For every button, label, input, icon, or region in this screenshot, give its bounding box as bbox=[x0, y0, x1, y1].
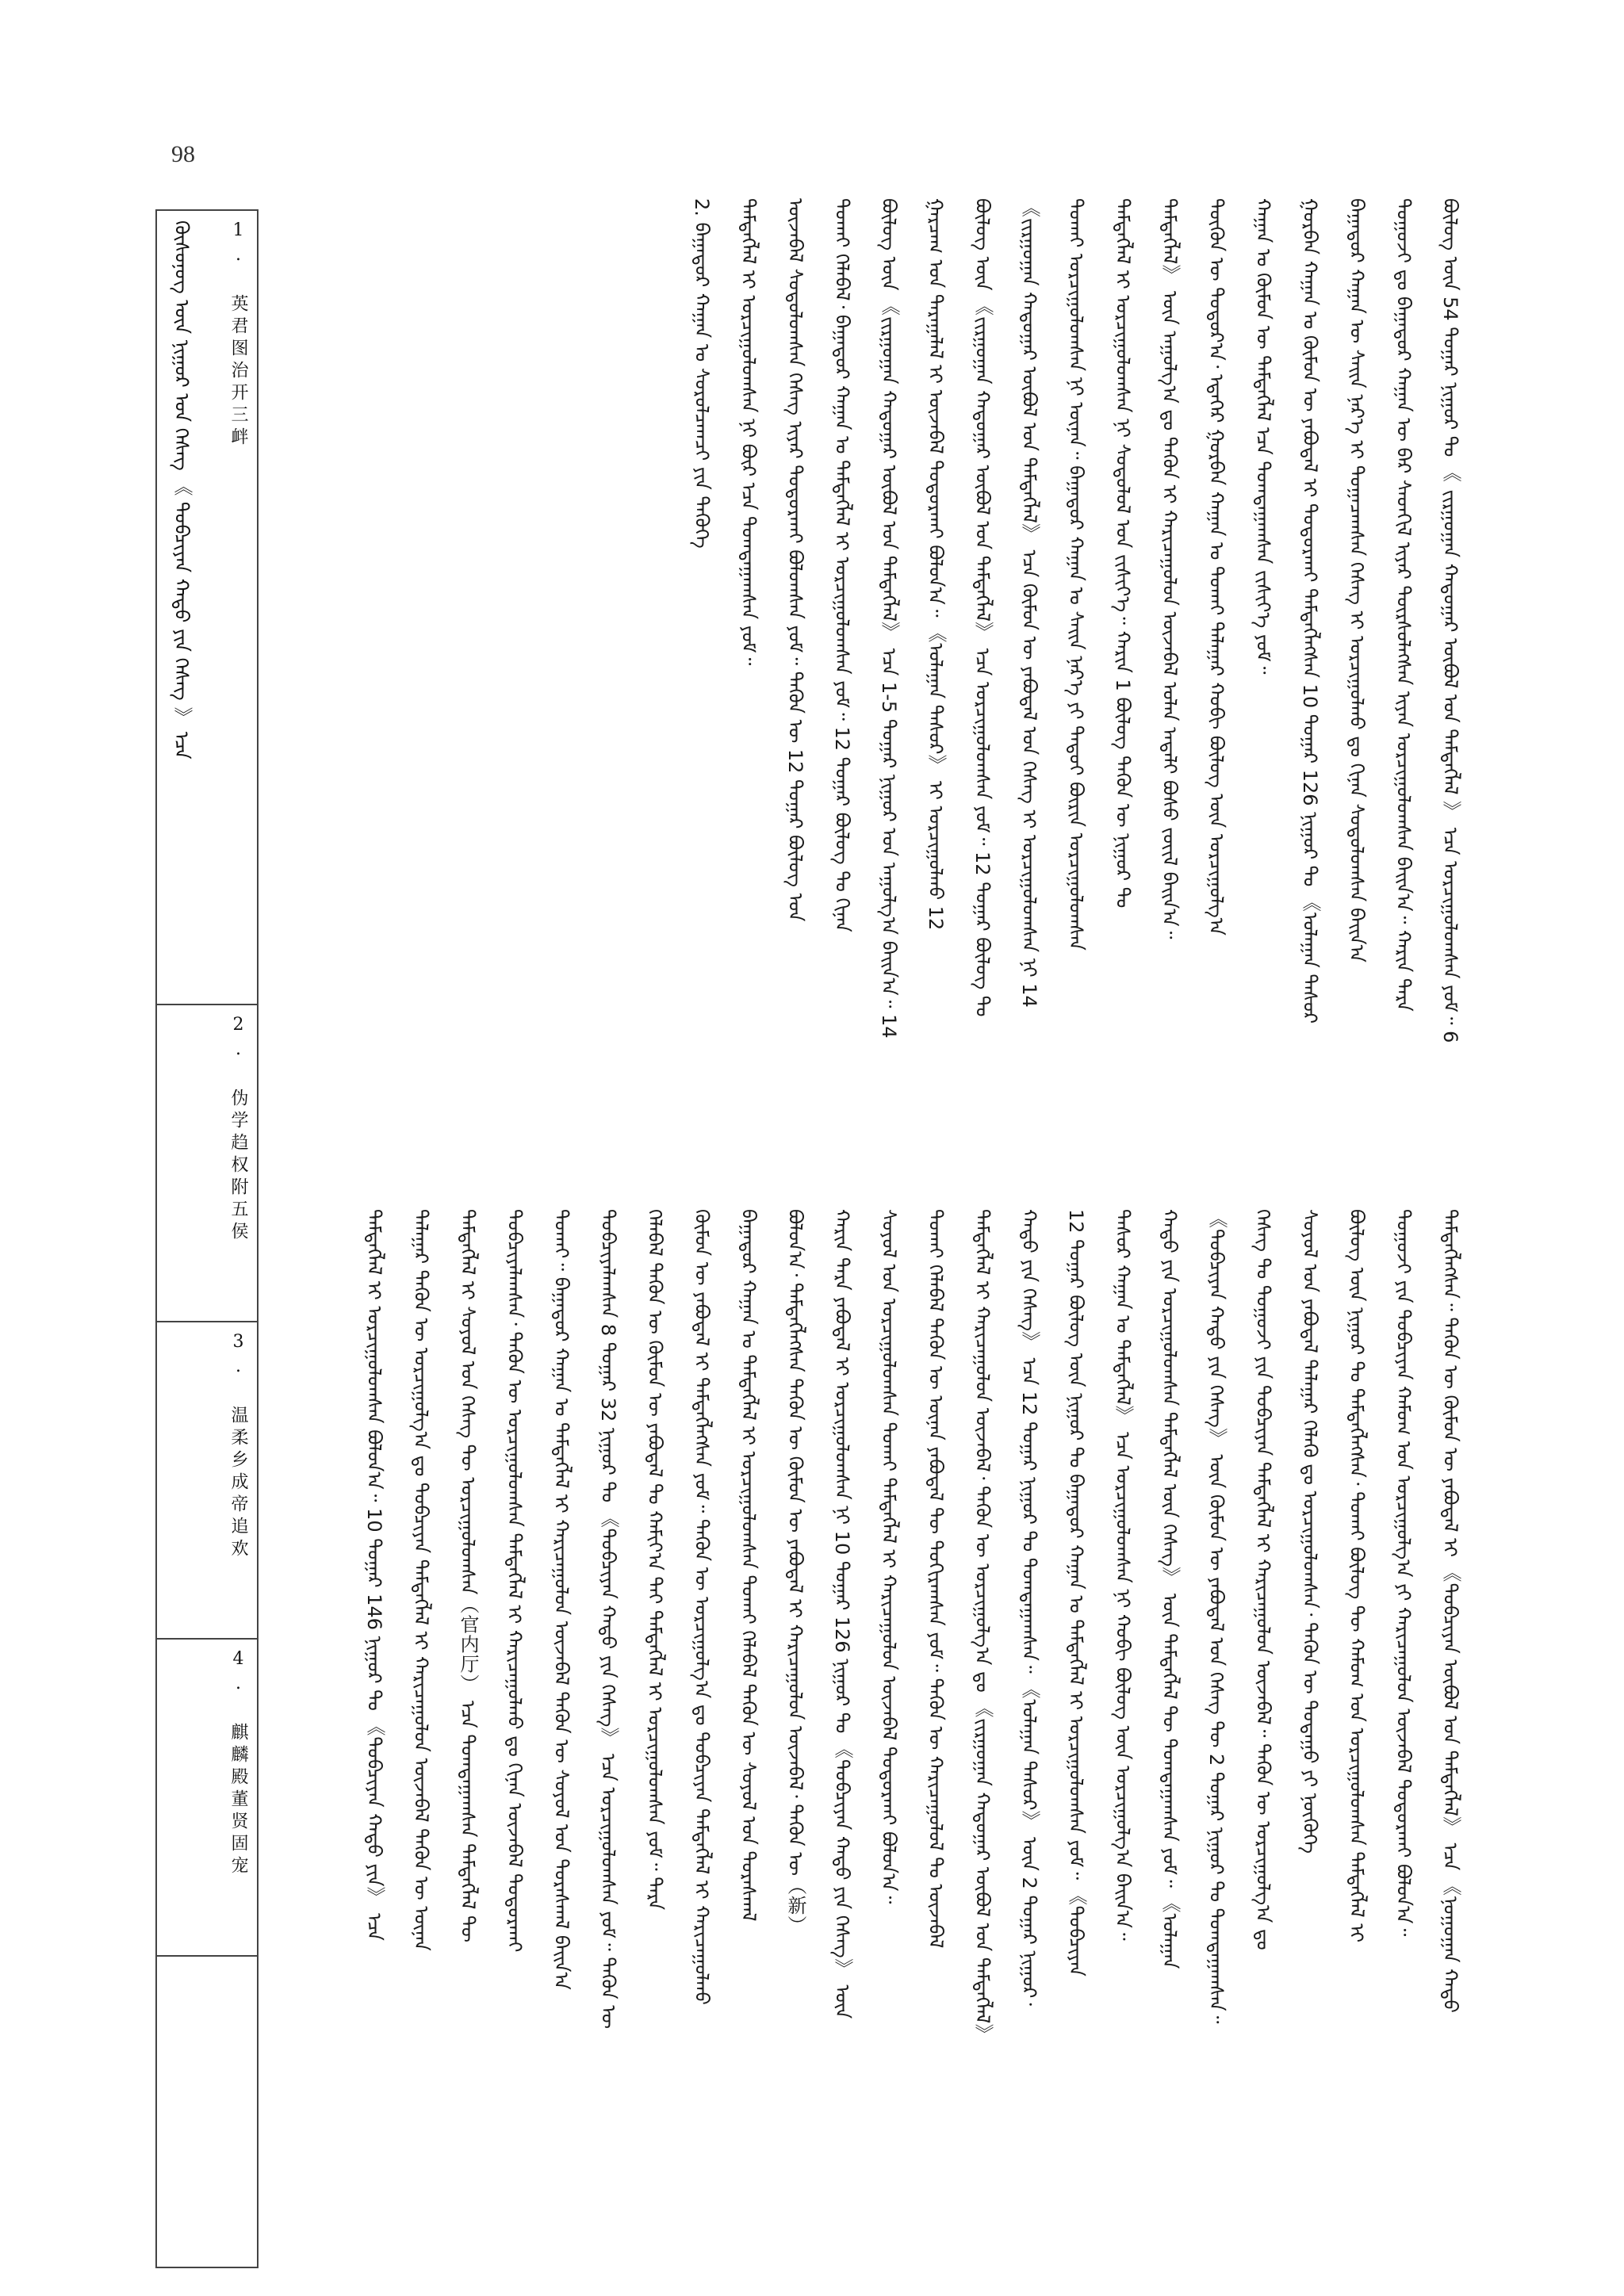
body-text bbox=[282, 198, 1471, 2244]
text-column: ᠲᠤᠬᠠᠢ ᠬᠡᠯᠡᠪᠡᠯ᠂ ᠪᠠᠭᠠᠳᠤᠷ ᠬᠠᠭᠠᠨ ᠤ ᠲᠡᠮᠳᠡᠭᠯᠡᠯ ᠢ ᠣᠷᠴᠢᠭᠤᠯᠤᠭᠰᠠᠨ ᠶᠤᠮ᠃ 12 ᠳᠤᠭᠠᠷ ᠪᠦᠯᠦᠭ ᠲᠤ ᠬᠢᠨᠠᠨ bbox=[831, 198, 853, 932]
table-row bbox=[157, 1957, 257, 2267]
chapter-label-1: 1. 英君图治开三衅 bbox=[228, 220, 248, 450]
text-column: ᠲᠡᠮᠳᠡᠭᠯᠡᠯ ᠢ ᠣᠷᠴᠢᠭᠤᠯᠤᠭᠰᠠᠨ ᠨᠢ ᠪᠦᠷ ᠡᠴᠡ ᠲᠣᠭᠲᠠᠭᠠᠭᠰᠠᠨ ᠶᠤᠮ᠃ bbox=[737, 198, 760, 666]
text-column: ᠪᠦᠯᠦᠭ ᠦᠨ 《ᠵᠢᠷᠭᠤᠭᠠᠨ ᠬᠠᠳᠤᠭᠠᠷ ᠦᠪᠦᠯ ᠤᠨ ᠲᠡᠮᠳᠡᠭᠯᠡᠯ》 ᠡᠴᠡ 1-5 ᠳᠤᠭᠠᠷ ᠨᠢᠭᠤᠷ ᠤᠨ ᠠᠭᠤᠯᠭ᠎ᠠ ᠪᠠᠢᠨ᠎ᠠ᠃ 14 bbox=[878, 198, 900, 1039]
chapter-table bbox=[155, 209, 259, 2268]
text-column: ᠪᠠᠭᠠᠳᠤᠷ ᠬᠠᠭᠠᠨ ᠦ ᠰᠠᠢᠨ ᠨᠡᠷ᠎ᠡ ᠢ ᠲᠣᠭᠠᠴᠠᠭᠰᠠᠨ ᠬᠡᠰᠡᠭ ᠢ ᠣᠷᠴᠢᠭᠤᠯᠬᠤ ᠳᠤ ᠬᠢᠨᠠᠨ ᠰᠤᠳᠤᠯᠤᠭᠰᠠᠨ ᠪᠠᠢᠨ᠎ᠠ bbox=[1346, 198, 1368, 962]
text-column: ᠲᠠᠰᠤᠷ ᠬᠠᠭᠠᠨ ᠤ ᠲᠡᠮᠳᠡᠭᠯᠡᠯ》 ᠡᠴᠡ ᠣᠷᠴᠢᠭᠤᠯᠤᠭᠰᠠᠨ ᠨᠢ ᠬᠤᠪᠢ ᠪᠦᠯᠦᠭ ᠦᠨ ᠣᠷᠴᠢᠭᠤᠯᠭ᠎ᠠ ᠪᠠᠢᠨ᠎ᠠ᠃ bbox=[1112, 1209, 1134, 1941]
text-column: ᠬᠦᠮᠦᠨ ᠦ ᠶᠠᠪᠤᠳᠠᠯ ᠢ ᠲᠡᠮᠳᠡᠭᠯᠡᠭᠰᠡᠨ ᠶᠤᠮ᠃ ᠲᠡᠭᠦᠨ ᠦ ᠣᠷᠴᠢᠭᠤᠯᠭ᠎ᠠ ᠳᠤ ᠲᠣᠪᠴᠢᠶᠠᠨ ᠲᠡᠮᠳᠡᠭᠯᠡᠯ ᠢ ᠬᠠᠷᠢᠴᠠᠭᠤᠯᠬᠤ bbox=[691, 1209, 713, 2005]
chapter-label-2: 2. 伪学趋权附五侯 bbox=[228, 1015, 248, 1244]
text-column: ᠭᠠᠷᠴᠠᠭ ᠤᠨ ᠳᠠᠷᠠᠭᠠᠯᠠᠯ ᠢ ᠦᠵᠡᠪᠡᠯ ᠲᠣᠳᠣᠷᠬᠠᠢ ᠪᠣᠯᠤᠨ᠎ᠠ᠃ 《ᠤᠯᠠᠭᠠᠨ ᠲᠠᠰᠤᠷ》 ᠢ ᠣᠷᠴᠢᠭᠤᠯᠬᠤ 12 bbox=[925, 198, 947, 931]
table-row bbox=[157, 1640, 257, 1957]
text-column: 2. ᠪᠠᠭᠠᠳᠤᠷ ᠬᠠᠭᠠᠨ ᠤ ᠰᠤᠷᠤᠯᠴᠠᠭᠴᠢ ᠶᠢᠨ ᠲᠡᠭᠦᠬᠡ bbox=[691, 198, 713, 549]
text-column: ᠬᠠᠳᠤ ᠶᠢᠨ ᠣᠷᠴᠢᠭᠤᠯᠤᠭᠰᠠᠨ ᠲᠡᠮᠳᠡᠭᠯᠡᠯ ᠦᠨ ᠬᠡᠰᠡᠭ》 ᠦᠨ ᠲᠡᠮᠳᠡᠭᠯᠡᠯ ᠲᠦ ᠲᠣᠭᠲᠠᠭᠠᠭᠰᠠᠨ ᠶᠤᠮ᠃ 《ᠤᠯᠠᠭᠠᠨ bbox=[1159, 1209, 1181, 1969]
table-header-mongol: ᠬᠦᠰᠦᠨᠦᠭ ᠦᠨ ᠨᠢᠭᠤᠷ ᠤᠨ ᠬᠡᠰᠡᠭ 《 ᠲᠣᠪᠴᠢᠶᠠᠨ ᠬᠠᠳᠤ ᠶᠢᠨ ᠬᠡᠰᠡᠭ 》 ᠡᠴᠡ bbox=[170, 220, 193, 760]
table-header-cell bbox=[157, 211, 257, 1005]
text-column: 12 ᠳᠤᠭᠠᠷ ᠪᠦᠯᠦᠭ ᠦᠨ ᠨᠢᠭᠤᠷ ᠲᠤ ᠪᠠᠭᠠᠳᠤᠷ ᠬᠠᠭᠠᠨ ᠤ ᠲᠡᠮᠳᠡᠭᠯᠡᠯ ᠢ ᠣᠷᠴᠢᠭᠤᠯᠤᠭᠰᠠᠨ ᠶᠤᠮ᠃ 《ᠲᠣᠪᠴᠢᠶᠠᠨ bbox=[1065, 1209, 1087, 1976]
text-column: ᠲᠠᠯᠠᠭᠠᠷ ᠲᠡᠭᠦᠨ ᠦ ᠣᠷᠴᠢᠭᠤᠯᠭ᠎ᠠ ᠳᠤ ᠲᠣᠪᠴᠢᠶᠠᠨ ᠲᠡᠮᠳᠡᠭᠯᠡᠯ ᠢ ᠬᠠᠷᠢᠴᠠᠭᠤᠯᠤᠨ ᠦᠵᠡᠪᠡᠯ ᠲᠡᠭᠦᠨ ᠦ ᠦᠨᠡᠨ bbox=[410, 1209, 432, 1951]
text-column: ᠬᠡᠯᠡᠪᠡᠯ ᠲᠡᠭᠦᠨ ᠦ ᠬᠦᠮᠦᠨ ᠦ ᠶᠠᠪᠤᠳᠠᠯ ᠲᠤ ᠬᠠᠮᠢᠶ᠎ᠠ ᠲᠠᠢ ᠲᠡᠮᠳᠡᠭᠯᠡᠯ ᠢ ᠣᠷᠴᠢᠭᠤᠯᠤᠭᠰᠠᠨ ᠶᠤᠮ᠃ ᠲᠡᠷᠡ bbox=[644, 1209, 666, 1911]
chapter-label-5 bbox=[213, 1966, 251, 2259]
text-column: ᠲᠡᠮᠳᠡᠭᠯᠡᠯ ᠢ ᠣᠷᠴᠢᠭᠤᠯᠤᠭᠰᠠᠨ ᠨᠢ ᠰᠤᠳᠤᠯᠤᠯ ᠤᠨ ᠵᠢᠱᠢᠶ᠎ᠡ᠃ ᠬᠠᠷᠢᠨ 1 ᠪᠦᠯᠦᠭ ᠲᠡᠭᠦᠨ ᠦ ᠨᠢᠭᠤᠷ ᠲᠤ bbox=[1112, 198, 1134, 909]
page-number: 98 bbox=[171, 141, 195, 167]
text-column: ᠲᠡᠮᠳᠡᠭᠯᠡᠯ ᠢ ᠬᠠᠷᠢᠴᠠᠭᠤᠯᠤᠨ ᠦᠵᠡᠪᠡᠯ᠂ ᠲᠡᠭᠦᠨ ᠦ ᠣᠷᠴᠢᠭᠤᠯᠭ᠎ᠠ ᠳᠤ 《ᠵᠢᠷᠭᠤᠭᠠᠨ ᠬᠠᠳᠤᠭᠠᠷ ᠦᠪᠦᠯ ᠤᠨ ᠲᠡᠮᠳᠡᠭᠯᠡᠯ》 bbox=[971, 1209, 994, 2044]
text-column: ᠪᠦᠯᠦᠭ ᠦᠨ ᠨᠢᠭᠤᠷ ᠲᠤ ᠲᠡᠮᠳᠡᠭᠯᠡᠭᠰᠡᠨ᠂ ᠲᠤᠬᠠᠢ ᠪᠦᠯᠦᠭ ᠲᠦ ᠬᠠᠮᠤᠭ ᠤᠨ ᠣᠷᠴᠢᠭᠤᠯᠤᠭᠰᠠᠨ ᠲᠡᠮᠳᠡᠭᠯᠡᠯ ᠢ bbox=[1346, 1209, 1368, 1943]
text-column: ᠲᠡᠮᠳᠡᠭᠯᠡᠭᠰᠡᠨ᠃ ᠲᠡᠭᠦᠨ ᠦ ᠬᠦᠮᠦᠨ ᠦ ᠶᠠᠪᠤᠳᠠᠯ ᠢ 《ᠲᠣᠪᠴᠢᠶᠠᠨ ᠦᠪᠦᠯ ᠤᠨ ᠲᠡᠮᠳᠡᠭᠯᠡᠯ》 ᠡᠴᠡ 《ᠨᠤᠭᠤᠭᠠᠨ ᠬᠠᠳᠤ bbox=[1439, 1209, 1461, 2013]
text-column: ᠬᠠᠳᠤ ᠶᠢᠨ ᠬᠡᠰᠡᠭ》 ᠡᠴᠡ 12 ᠳᠤᠭᠠᠷ ᠨᠢᠭᠤᠷ ᠲᠤ ᠲᠣᠭᠲᠠᠭᠠᠭᠰᠠᠨ᠃ 《ᠤᠯᠠᠭᠠᠨ ᠲᠠᠰᠤᠷ》 ᠦᠨ 2 ᠳᠤᠭᠠᠷ ᠨᠢᠭᠤᠷ᠂ bbox=[1018, 1209, 1040, 2006]
text-column: ᠲᠦᠭᠦᠨ ᠦ ᠳᠣᠲᠣᠷ᠎ᠠ᠂ ᠡᠳᠡᠭᠡᠷ ᠭᠤᠷᠪᠠᠨ ᠬᠠᠭᠠᠨ ᠤ ᠲᠤᠬᠠᠢ ᠲᠠᠯᠠᠭᠠᠷ ᠬᠤᠪᠢ ᠪᠦᠯᠦᠭ ᠦᠨ ᠣᠷᠴᠢᠭᠤᠯᠭ᠎ᠠ bbox=[1205, 198, 1228, 936]
text-column: ᠲᠤᠬᠠᠢ ᠣᠷᠴᠢᠭᠤᠯᠤᠭᠰᠠᠨ ᠨᠢ ᠦᠨᠡᠨ᠃ ᠪᠠᠭᠠᠳᠤᠷ ᠬᠠᠭᠠᠨ ᠤ ᠰᠠᠢᠨ ᠨᠡᠷ᠎ᠡ ᠶᠢ ᠲᠡᠳᠦᠢ ᠪᠦᠷᠢᠨ ᠣᠷᠴᠢᠭᠤᠯᠤᠭᠰᠠᠨ bbox=[1065, 198, 1087, 951]
text-column: ᠲᠤᠭᠤᠵᠢ ᠳᠤ ᠪᠠᠭᠠᠳᠤᠷ ᠬᠠᠭᠠᠨ ᠦ ᠪᠠᠷ ᠰᠡᠳᠬᠢᠯ ᠢᠶᠡᠷ ᠳᠦᠷᠰᠦᠯᠡᠭᠰᠡᠨ ᠢᠶᠡᠨ ᠣᠷᠴᠢᠭᠤᠯᠤᠭᠰᠠᠨ ᠪᠠᠢᠨ᠎ᠠ᠃ ᠬᠠᠷᠢᠨ ᠲᠡᠷᠡ bbox=[1392, 198, 1415, 1012]
text-column: ᠦᠵᠡᠪᠡᠯ ᠰᠤᠳᠤᠯᠤᠭᠰᠠᠨ ᠬᠡᠰᠡᠭ ᠢᠶᠡᠷ ᠲᠣᠳᠣᠷᠬᠠᠢ ᠪᠣᠯᠤᠭᠰᠠᠨ ᠶᠤᠮ᠃ ᠲᠡᠭᠦᠨ ᠦ 12 ᠳᠤᠭᠠᠷ ᠪᠦᠯᠦᠭ ᠤᠨ bbox=[784, 198, 806, 922]
text-column: ᠬᠠᠷᠢᠨ ᠲᠡᠷᠡ ᠶᠠᠪᠤᠳᠠᠯ ᠢ ᠣᠷᠴᠢᠭᠤᠯᠤᠭᠰᠠᠨ ᠨᠢ 10 ᠳᠤᠭᠠᠷ 126 ᠨᠢᠭᠤᠷ ᠲᠤ 《ᠲᠣᠪᠴᠢᠶᠠᠨ ᠬᠠᠳᠤ ᠶᠢᠨ ᠬᠡᠰᠡᠭ》 ᠦᠨ bbox=[831, 1209, 853, 2019]
text-column: 《ᠲᠣᠪᠴᠢᠶᠠᠨ ᠬᠠᠳᠤ ᠶᠢᠨ ᠬᠡᠰᠡᠭ》 ᠦᠨ ᠬᠦᠮᠦᠨ ᠦ ᠶᠠᠪᠤᠳᠠᠯ ᠤᠨ ᠬᠡᠰᠡᠭ ᠲᠦ 2 ᠳᠤᠭᠠᠷ ᠨᠢᠭᠤᠷ ᠲᠤ ᠲᠣᠭᠲᠠᠭᠠᠭᠰᠠᠨ᠃ bbox=[1205, 1209, 1228, 2024]
text-column: 《ᠵᠢᠷᠭᠤᠭᠠᠨ ᠬᠠᠳᠤᠭᠠᠷ ᠦᠪᠦᠯ ᠤᠨ ᠲᠡᠮᠳᠡᠭᠯᠡᠯ》 ᠡᠴᠡ ᠬᠦᠮᠦᠨ ᠦ ᠶᠠᠪᠤᠳᠠᠯ ᠤᠨ ᠬᠡᠰᠡᠭ ᠢ ᠣᠷᠴᠢᠭᠤᠯᠤᠭᠰᠠᠨ ᠨᠢ 14 bbox=[1018, 198, 1040, 1008]
text-column: ᠲᠡᠮᠳᠡᠭᠯᠡᠯ ᠢ ᠣᠷᠴᠢᠭᠤᠯᠤᠭᠰᠠᠨ ᠪᠣᠯᠤᠨ᠎ᠠ᠃ 10 ᠳᠤᠭᠠᠷ 146 ᠨᠢᠭᠤᠷ ᠲᠤ 《ᠲᠣᠪᠴᠢᠶᠠᠨ ᠬᠠᠳᠤ ᠶᠢᠨ》 ᠡᠴᠡ bbox=[363, 1209, 385, 1941]
text-column: ᠪᠦᠯᠦᠭ ᠦᠨ 54 ᠳᠤᠭᠠᠷ ᠨᠢᠭᠤᠷ ᠲᠤ 《 ᠵᠢᠷᠭᠤᠭᠠᠨ ᠬᠠᠳᠤᠭᠠᠷ ᠦᠪᠦᠯ ᠤᠨ ᠲᠡᠮᠳᠡᠭᠯᠡᠯ 》 ᠡᠴᠡ ᠣᠷᠴᠢᠭᠤᠯᠤᠭᠰᠠᠨ ᠶᠤᠮ᠃ 6 bbox=[1439, 198, 1461, 1043]
text-column: ᠪᠦᠯᠦᠭ ᠦᠨ 《ᠵᠢᠷᠭᠤᠭᠠᠨ ᠬᠠᠳᠤᠭᠠᠷ ᠦᠪᠦᠯ ᠤᠨ ᠲᠡᠮᠳᠡᠭᠯᠡᠯ》 ᠡᠴᠡ ᠣᠷᠴᠢᠭᠤᠯᠤᠭᠰᠠᠨ ᠶᠤᠮ᠃ 12 ᠳᠤᠭᠠᠷ ᠪᠦᠯᠦᠭ ᠲᠤ bbox=[971, 198, 994, 1017]
text-column: ᠪᠣᠯᠤᠨ᠎ᠠ᠂ ᠲᠡᠮᠳᠡᠭᠯᠡᠭᠰᠡᠨ ᠲᠡᠭᠦᠨ ᠦ ᠬᠦᠮᠦᠨ ᠦ ᠶᠠᠪᠤᠳᠠᠯ ᠢ ᠬᠠᠷᠢᠴᠠᠭᠤᠯᠤᠨ ᠦᠵᠡᠪᠡᠯ᠂ ᠲᠡᠭᠦᠨ ᠦ（新） bbox=[784, 1209, 806, 1935]
text-column: ᠪᠠᠭᠠᠳᠤᠷ ᠬᠠᠭᠠᠨ ᠤ ᠲᠡᠮᠳᠡᠭᠯᠡᠯ ᠢ ᠣᠷᠴᠢᠭᠤᠯᠤᠭᠰᠠᠨ ᠲᠤᠬᠠᠢ ᠬᠡᠯᠡᠪᠡᠯ ᠲᠡᠭᠦᠨ ᠦ ᠰᠣᠶᠣᠯ ᠤᠨ ᠳᠤᠷᠠᠰᠬᠠᠯ bbox=[737, 1209, 760, 1922]
table-row bbox=[157, 1005, 257, 1322]
text-column: ᠬᠠᠭᠠᠨ ᠤ ᠬᠦᠮᠦᠨ ᠦ ᠲᠡᠮᠳᠡᠭᠯᠡᠯ ᠡᠴᠡ ᠲᠣᠭᠲᠠᠭᠠᠭᠰᠠᠨ ᠵᠢᠱᠢᠶ᠎ᠡ ᠶᠤᠮ᠃ bbox=[1252, 198, 1274, 675]
table-row bbox=[157, 1322, 257, 1640]
text-column: ᠭᠤᠷᠪᠠᠨ ᠬᠠᠭᠠᠨ ᠤ ᠬᠦᠮᠦᠨ ᠦ ᠶᠠᠪᠤᠳᠠᠯ ᠢ ᠲᠣᠳᠣᠷᠬᠠᠢ ᠲᠡᠮᠳᠡᠭᠯᠡᠭᠰᠡᠨ 10 ᠳᠤᠭᠠᠷ 126 ᠨᠢᠭᠤᠷ ᠲᠤ 《ᠤᠯᠠᠭᠠᠨ ᠲᠠᠰᠤᠷ bbox=[1299, 198, 1321, 1024]
chapter-label-4: 4. 麒麟殿董贤固宠 bbox=[228, 1649, 248, 1878]
text-column: ᠲᠣᠪᠴᠢᠶᠠᠯᠠᠭᠰᠠᠨ᠂ ᠲᠡᠭᠦᠨ ᠦ ᠣᠷᠴᠢᠭᠤᠯᠤᠭᠰᠠᠨ ᠲᠡᠮᠳᠡᠭᠯᠡᠯ ᠢ ᠬᠠᠷᠢᠴᠠᠭᠤᠯᠬᠤ ᠳᠤ ᠬᠢᠨᠠᠨ ᠦᠵᠡᠪᠡᠯ ᠲᠣᠳᠣᠷᠬᠠᠢ bbox=[504, 1209, 526, 1953]
chapter-label-3: 3. 温柔乡成帝追欢 bbox=[228, 1332, 248, 1561]
text-column: ᠲᠣᠪᠴᠢᠶᠠᠯᠠᠭᠰᠠᠨ 8 ᠳᠤᠭᠠᠷ 32 ᠨᠢᠭᠤᠷ ᠲᠤ 《ᠲᠣᠪᠴᠢᠶᠠᠨ ᠬᠠᠳᠤ ᠶᠢᠨ ᠬᠡᠰᠡᠭ》 ᠡᠴᠡ ᠣᠷᠴᠢᠭᠤᠯᠤᠭᠰᠠᠨ ᠶᠤᠮ᠃ ᠲᠡᠭᠦᠨ ᠦ bbox=[597, 1209, 619, 2029]
text-column: ᠲᠤᠭᠤᠵᠢ ᠶᠢᠨ ᠲᠣᠪᠴᠢᠶᠠᠨ ᠬᠠᠮᠤᠭ ᠤᠨ ᠣᠷᠴᠢᠭᠤᠯᠭ᠎ᠠ ᠶᠢ ᠬᠠᠷᠢᠴᠠᠭᠤᠯᠤᠨ ᠦᠵᠡᠪᠡᠯ ᠲᠣᠳᠣᠷᠬᠠᠢ ᠪᠣᠯᠤᠨ᠎ᠠ᠃ bbox=[1392, 1209, 1415, 1937]
text-column: ᠲᠤᠬᠠᠢ ᠬᠡᠯᠡᠪᠡᠯ ᠲᠡᠭᠦᠨ ᠦ ᠦᠨᠡᠨ ᠶᠠᠪᠤᠳᠠᠯ ᠲᠦ ᠲᠣᠬᠢᠷᠠᠭᠰᠠᠨ ᠶᠤᠮ᠃ ᠲᠡᠭᠦᠨ ᠦ ᠬᠠᠷᠢᠴᠠᠭᠤᠯᠤᠯ ᠲᠤ ᠦᠵᠡᠪᠡᠯ bbox=[925, 1209, 947, 1949]
text-column: ᠲᠡᠮᠳᠡᠭᠯᠡᠯ》 ᠦᠨ ᠠᠭᠤᠯᠭ᠎ᠠ ᠳᠤ ᠲᠡᠭᠦᠨ ᠢ ᠬᠠᠷᠢᠴᠠᠭᠤᠯᠤᠨ ᠦᠵᠡᠪᠡᠯ ᠣᠯᠠᠨ ᠠᠳᠠᠯᠢ ᠪᠤᠰᠤ ᠵᠦᠢᠯ ᠪᠠᠢᠨ᠎ᠠ᠃ bbox=[1159, 198, 1181, 939]
text-column: ᠰᠣᠶᠣᠯ ᠤᠨ ᠶᠠᠪᠤᠳᠠᠯ ᠲᠠᠯᠠᠭᠠᠷ ᠬᠡᠯᠡᠬᠦ ᠳᠤ ᠣᠷᠴᠢᠭᠤᠯᠤᠭᠰᠠᠨ᠂ ᠲᠡᠭᠦᠨ ᠦ ᠳᠤᠲᠠᠭᠤ ᠶᠢ ᠨᠥᠭᠥᠭᠡ bbox=[1299, 1209, 1321, 1854]
text-column: ᠲᠡᠮᠳᠡᠭᠯᠡᠯ ᠢ ᠰᠣᠶᠣᠯ ᠤᠨ ᠬᠡᠰᠡᠭ ᠲᠦ ᠣᠷᠴᠢᠭᠤᠯᠤᠭᠰᠠᠨ（官内厅） ᠡᠴᠡ ᠲᠣᠭᠲᠠᠭᠠᠭᠰᠠᠨ ᠲᠡᠮᠳᠡᠭᠯᠡᠯ ᠲᠦ bbox=[457, 1209, 479, 1942]
text-column: ᠬᠡᠰᠡᠭ ᠲᠤ ᠲᠤᠭᠤᠵᠢ ᠶᠢᠨ ᠲᠣᠪᠴᠢᠶᠠᠨ ᠲᠡᠮᠳᠡᠭᠯᠡᠯ ᠢ ᠬᠠᠷᠢᠴᠠᠭᠤᠯᠤᠨ ᠦᠵᠡᠪᠡᠯ᠃ ᠲᠡᠭᠦᠨ ᠦ ᠣᠷᠴᠢᠭᠤᠯᠭ᠎ᠠ ᠳᠤ bbox=[1252, 1209, 1274, 1950]
text-column: ᠰᠣᠶᠣᠯ ᠤᠨ ᠣᠷᠴᠢᠭᠤᠯᠤᠭᠰᠠᠨ ᠲᠤᠬᠠᠢ ᠲᠡᠮᠳᠡᠭᠯᠡᠯ ᠢ ᠬᠠᠷᠢᠴᠠᠭᠤᠯᠤᠨ ᠦᠵᠡᠪᠡᠯ ᠲᠣᠳᠣᠷᠬᠠᠢ ᠪᠣᠯᠤᠨ᠎ᠠ᠃ bbox=[878, 1209, 900, 1904]
text-column: ᠲᠤᠬᠠᠢ᠃ ᠪᠠᠭᠠᠳᠤᠷ ᠬᠠᠭᠠᠨ ᠤ ᠲᠡᠮᠳᠡᠭᠯᠡᠯ ᠢ ᠬᠠᠷᠢᠴᠠᠭᠤᠯᠤᠨ ᠦᠵᠡᠪᠡᠯ ᠲᠡᠭᠦᠨ ᠦ ᠰᠣᠶᠣᠯ ᠤᠨ ᠳᠤᠷᠠᠰᠬᠠᠯ ᠪᠠᠢᠨ᠎ᠠ bbox=[550, 1209, 573, 1990]
